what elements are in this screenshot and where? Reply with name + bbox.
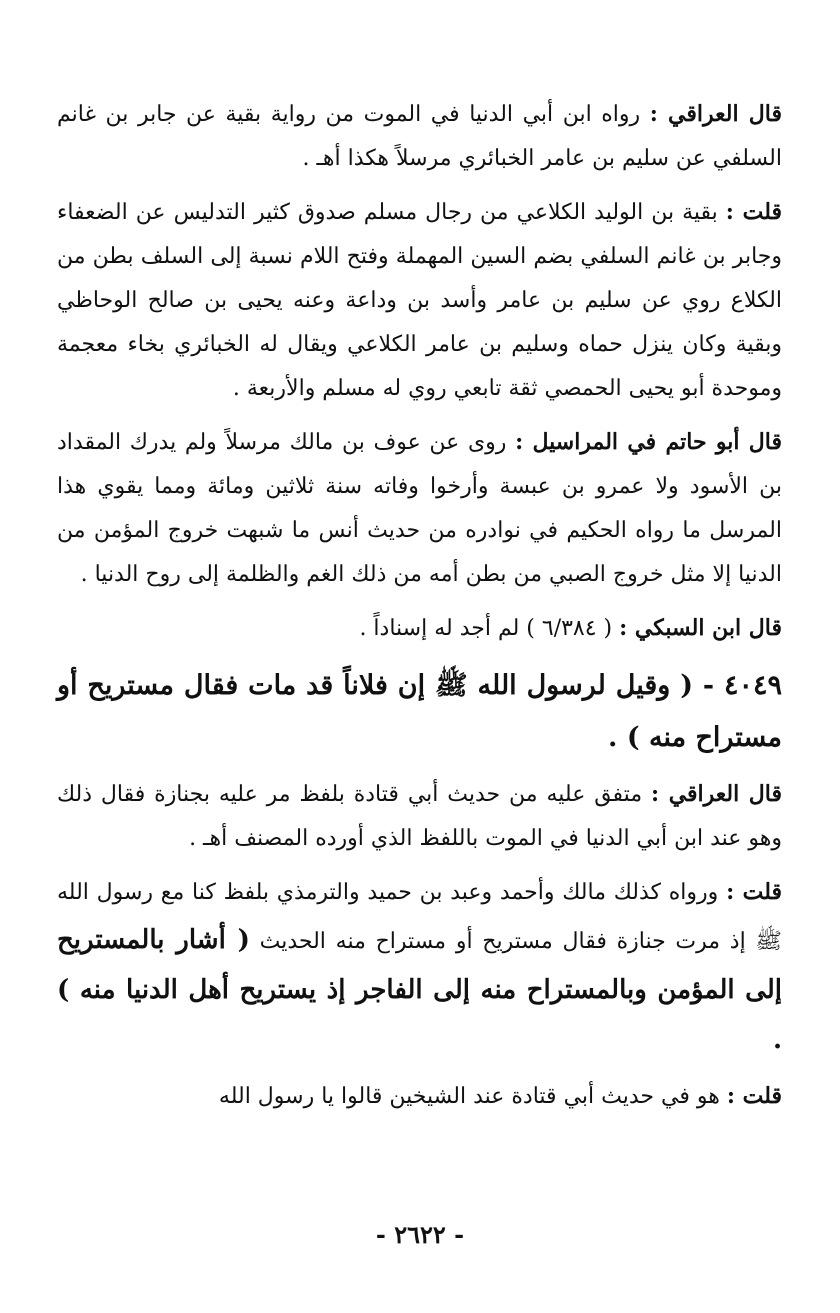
paragraph-text: هو في حديث أبي قتادة عند الشيخين قالوا يا رسول الله (218, 1084, 720, 1109)
paragraph-lead: قال العراقي : (649, 101, 782, 127)
paragraph-text: روى عن عوف بن مالك مرسلاً ولم يدرك المقداد بن الأسود ولا عمرو بن عبسة وأرخوا وفاته سنة ثلاثين ومائة ومما يقوي هذا المرسل ما رواه الحكيم في نوادره من حديث أنس ما شبهت خروج المؤمن من الدنيا إلا مثل خروج الصبي من بطن أمه من ذلك الغم والظلمة إلى روح الدنيا . (57, 430, 782, 587)
paragraph-abu-hatim (57, 420, 782, 597)
hadith-number: ٤٠٤٩ - (702, 670, 783, 701)
hadith-heading (57, 660, 782, 764)
commentary-quote: ( أشار بالمستريح إلى المؤمن وبالمستراح منه إلى الفاجر إذ يستريح أهل الدنيا منه ) . (57, 925, 782, 1055)
paragraph-lead: قال أبو حاتم في المراسيل : (515, 429, 783, 455)
paragraph-text: بقية بن الوليد الكلاعي من رجال مسلم صدوق كثير التدليس عن الضعفاء وجابر بن غانم السلفي بضم السين المهملة وفتح اللام نسبة إلى السلف بطن من الكلاع روي عن سليم بن عامر وأسد بن وداعة وعنه يحيى بن صالح الوحاظي وبقية وكان ينزل حماه وسليم بن عامر الكلاعي ويقال له الخبائري بخاء معجمة وموحدة أبو يحيى الحمصي ثقة تابعي روي له مسلم والأربعة . (57, 200, 782, 401)
paragraph-qultu-2 (57, 870, 782, 1065)
hadith-text: ( وقيل لرسول الله ﷺ إن فلاناً قد مات فقال مستريح أو مستراح منه ) . (57, 670, 782, 753)
paragraph-lead: قلت : (726, 879, 783, 905)
paragraph-text: ( ٦/٣٨٤ ) لم أجد له إسناداً . (359, 616, 613, 641)
page-body (57, 92, 782, 1128)
paragraph-text: ورواه كذلك مالك وأحمد وعبد بن حميد والترمذي بلفظ كنا مع رسول الله ﷺ إذ مرت جنازة فقال مستريح أو مستراح منه الحديث (57, 880, 782, 954)
page-number: - ٢٦٢٢ - (375, 1220, 465, 1249)
paragraph-lead: قال العراقي : (651, 781, 782, 807)
paragraph-iraqi-1 (57, 92, 782, 181)
paragraph-lead: قلت : (726, 1083, 782, 1109)
paragraph-lead: قال ابن السبكي : (619, 615, 782, 641)
paragraph-qultu-3 (57, 1074, 782, 1119)
paragraph-qultu-1 (57, 190, 782, 411)
paragraph-subki (57, 606, 782, 651)
paragraph-iraqi-2 (57, 772, 782, 861)
paragraph-text: رواه ابن أبي الدنيا في الموت من رواية بقية عن جابر بن غانم السلفي عن سليم بن عامر الخبائري مرسلاً هكذا أهـ . (57, 102, 782, 171)
paragraph-text: متفق عليه من حديث أبي قتادة بلفظ مر عليه بجنازة فقال ذلك وهو عند ابن أبي الدنيا في الموت باللفظ الذي أورده المصنف أهـ . (57, 782, 782, 851)
paragraph-lead: قلت : (725, 199, 782, 225)
